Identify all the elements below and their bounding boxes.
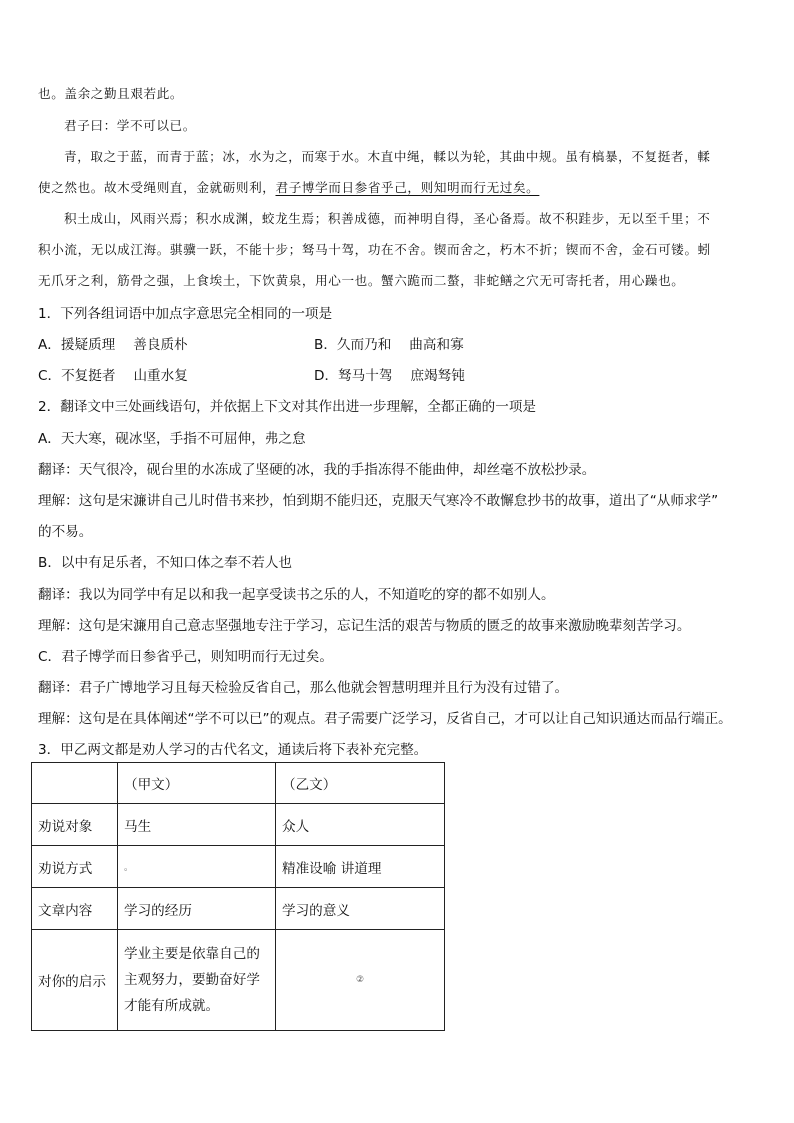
comparison-table: [31, 762, 445, 1031]
table-cell-empty: [32, 763, 118, 804]
q2-option-b-title: B．以中有足乐者，不知口体之奉不若人也: [38, 555, 293, 571]
q2-option-c-title: C．君子博学而日参省乎己，则知明而行无过矣。: [38, 649, 333, 665]
q1-option-a-label: A．援疑质理: [38, 337, 116, 353]
table-cell: 马生: [118, 804, 276, 846]
table-row: [32, 930, 445, 1031]
q2-option-a-translation: 翻译：天气很冷，砚台里的水冻成了坚硬的冰，我的手指冻得不能曲伸，却丝毫不放松抄录。: [38, 462, 596, 478]
table-cell: 学业主要是依靠自己的主观努力，要勤奋好学才能有所成就。: [118, 930, 276, 1031]
table-row: [32, 888, 445, 930]
question-1-stem: 1．下列各组词语中加点字意思完全相同的一项是: [38, 306, 333, 322]
question-2-stem: 2．翻译文中三处画线语句，并依据上下文对其作出进一步理解，全都正确的一项是: [38, 399, 537, 415]
question-3-stem: 3．甲乙两文都是劝人学习的古代名文，通读后将下表补充完整。: [38, 742, 428, 758]
table-cell-blank: 。: [118, 846, 276, 888]
table-cell: 学习的经历: [118, 888, 276, 930]
q1-option-d: [314, 364, 465, 384]
q1-option-d-label: D．驽马十驾: [314, 368, 393, 384]
classical-line-7: 无爪牙之利，筋骨之强，上食埃土，下饮黄泉，用心一也。蟹六跪而二螯，非蛇鳝之穴无可寄托者，用心躁也。: [38, 273, 685, 288]
q2-option-c-understanding: 理解：这句是在具体阐述“学不可以已”的观点。君子需要广泛学习，反省自己，才可以让自己知识通达而品行端正。: [38, 711, 732, 727]
q1-option-b: [314, 333, 464, 353]
table-header-yi: （乙文）: [276, 763, 445, 804]
table-row-label: 文章内容: [32, 888, 118, 930]
q2-option-a-title: A．天大寒，砚冰坚，手指不可屈伸，弗之怠: [38, 431, 306, 447]
q2-option-a-understanding-cont: 的不易。: [38, 524, 93, 540]
q1-option-c: [38, 364, 188, 384]
q1-option-c-label: C．不复挺者: [38, 368, 116, 384]
table-cell-blank: ②: [276, 930, 445, 1031]
table-row-label: 对你的启示: [32, 930, 118, 1031]
q1-option-a: [38, 333, 188, 353]
q1-option-d-term: 庶竭驽钝: [410, 368, 465, 384]
q2-option-c-translation: 翻译：君子广博地学习且每天检验反省自己，那么他就会智慧明理并且行为没有过错了。: [38, 680, 569, 696]
underlined-sentence: 君子博学而日参省乎己，则知明而行无过矣。: [275, 180, 540, 195]
table-cell: 众人: [276, 804, 445, 846]
classical-line-5: 积土成山，风雨兴焉；积水成渊，蛟龙生焉；积善成德，而神明自得，圣心备焉。故不积跬步，无以至千里；不: [64, 211, 711, 226]
q2-option-b-understanding: 理解：这句是宋濂用自己意志坚强地专注于学习，忘记生活的艰苦与物质的匮乏的故事来激励晚辈刻苦学习。: [38, 618, 691, 634]
table-row: [32, 804, 445, 846]
q1-option-a-term: 善良质朴: [133, 337, 188, 353]
classical-line-2: 君子曰：学不可以已。: [64, 118, 196, 133]
classical-line-4: [38, 177, 539, 196]
classical-line-3: 青，取之于蓝，而青于蓝；冰，水为之，而寒于水。木直中绳，輮以为轮，其曲中规。虽有槁暴，不复挺者，輮: [64, 149, 711, 164]
q2-option-b-translation: 翻译：我以为同学中有足以和我一起享受读书之乐的人，不知道吃的穿的都不如别人。: [38, 587, 555, 603]
classical-line-4-text: 使之然也。故木受绳则直，金就砺则利，: [38, 180, 276, 195]
classical-line-6: 积小流，无以成江海。骐骥一跃，不能十步；驽马十驾，功在不舍。锲而舍之，朽木不折；锲而不舍，金石可镂。蚓: [38, 242, 711, 257]
q1-option-c-term: 山重水复: [133, 368, 188, 384]
table-header-jia: （甲文）: [118, 763, 276, 804]
table-row: [32, 846, 445, 888]
q1-option-b-label: B．久而乃和: [314, 337, 392, 353]
table-cell: 精准设喻 讲道理: [276, 846, 445, 888]
table-row-label: 劝说方式: [32, 846, 118, 888]
table-header-row: [32, 763, 445, 804]
table-cell: 学习的意义: [276, 888, 445, 930]
table-row-label: 劝说对象: [32, 804, 118, 846]
classical-line-1: 也。盖余之勤且艰若此。: [38, 86, 184, 101]
q2-option-a-understanding: 理解：这句是宋濂讲自己儿时借书来抄，怕到期不能归还，克服天气寒冷不敢懈怠抄书的故事，道出了“从师求学”: [38, 493, 719, 509]
q1-option-b-term: 曲高和寡: [409, 337, 464, 353]
